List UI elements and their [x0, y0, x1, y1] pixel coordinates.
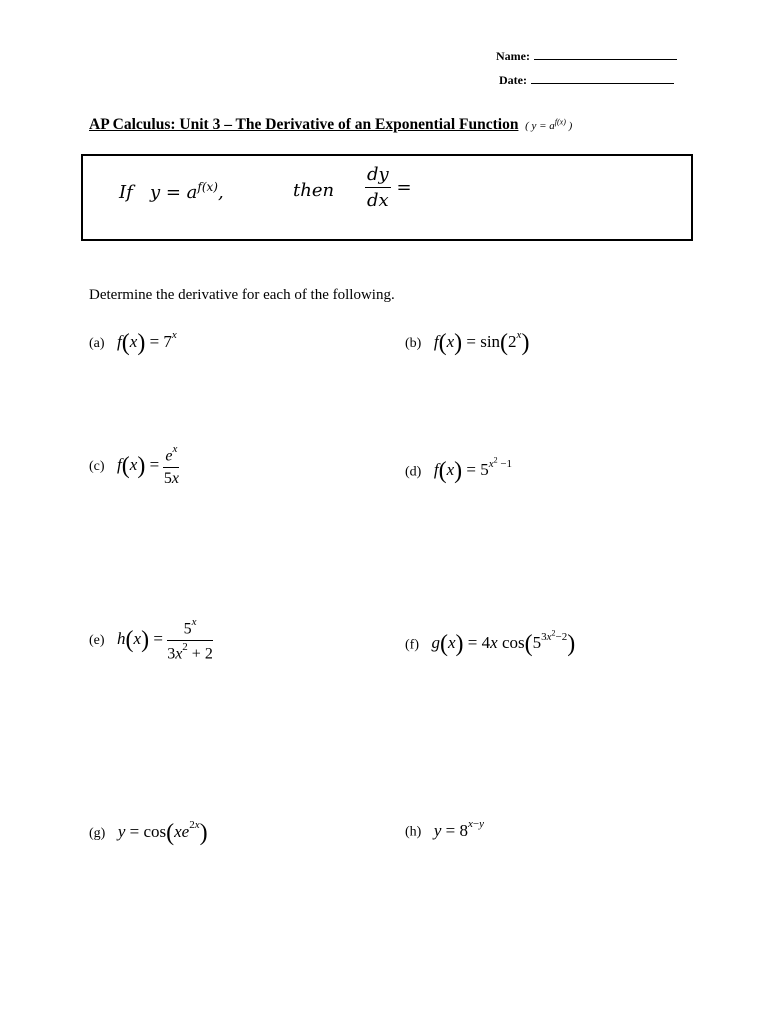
problem-label: (g) [89, 826, 106, 841]
formula-box [81, 154, 693, 241]
instructions: Determine the derivative for each of the following. [89, 287, 395, 303]
fraction: $\frac{5^x}{3x^2 + 2}$ [167, 616, 213, 663]
if-word: If [119, 182, 133, 203]
problem-expression: $f(x) = \sin(2^x)$ [433, 329, 530, 356]
date-blank[interactable] [531, 83, 674, 84]
problem-e [89, 618, 213, 664]
fraction: $\frac{e^x}{5x}$ [163, 443, 179, 488]
problem-g [89, 820, 208, 847]
page-title [89, 116, 572, 134]
problem-label: (e) [89, 633, 105, 649]
problem-d [405, 457, 512, 485]
name-blank[interactable] [534, 59, 677, 60]
problem-expression: h(x) = $\frac{5^x}{3x^2 + 2}$ [117, 616, 213, 663]
problem-expression: $f(x) = 5^{x^2 -1}$ [433, 455, 513, 485]
problem-label: (a) [89, 336, 105, 351]
if-clause [119, 180, 224, 203]
problem-b [405, 330, 529, 357]
date-label: Date: [499, 73, 527, 87]
problem-expression: $y = \cos(xe^{2x})$ [117, 819, 208, 846]
name-row [496, 47, 677, 65]
if-expression: $y = a^{f(x)}$, [149, 180, 224, 203]
problem-expression: $y = 8^{x-y}$ [433, 818, 484, 840]
problem-f [405, 630, 575, 658]
problem-expression: g(x) = 4x $\cos(5^{3x^2-2})$ [431, 628, 576, 658]
problem-label: (d) [405, 464, 422, 480]
title-text: AP Calculus: Unit 3 – The Derivative of an Exponential Function [89, 116, 519, 133]
problem-label: (f) [405, 637, 419, 653]
problem-label: (b) [405, 336, 422, 351]
problem-expression: $f(x) = 7^x$ [117, 329, 177, 356]
derivative-expression [365, 164, 412, 211]
problem-a [89, 330, 177, 357]
frac-denominator: dx [367, 190, 389, 211]
problem-label: (h) [405, 824, 422, 840]
equals-sign: = [396, 177, 412, 198]
problem-c [89, 445, 179, 488]
name-label: Name: [496, 49, 530, 63]
date-row [499, 71, 674, 89]
then-word: then [293, 180, 335, 201]
problem-expression: f(x) = $\frac{e^x}{5x}$ [117, 443, 179, 488]
dy-dx-fraction [365, 164, 391, 211]
problem-label: (c) [89, 458, 105, 474]
problem-h [405, 820, 484, 841]
title-formula: ( $y = a^{f(x)}$ ) [522, 117, 573, 132]
frac-numerator: dy [365, 164, 391, 188]
